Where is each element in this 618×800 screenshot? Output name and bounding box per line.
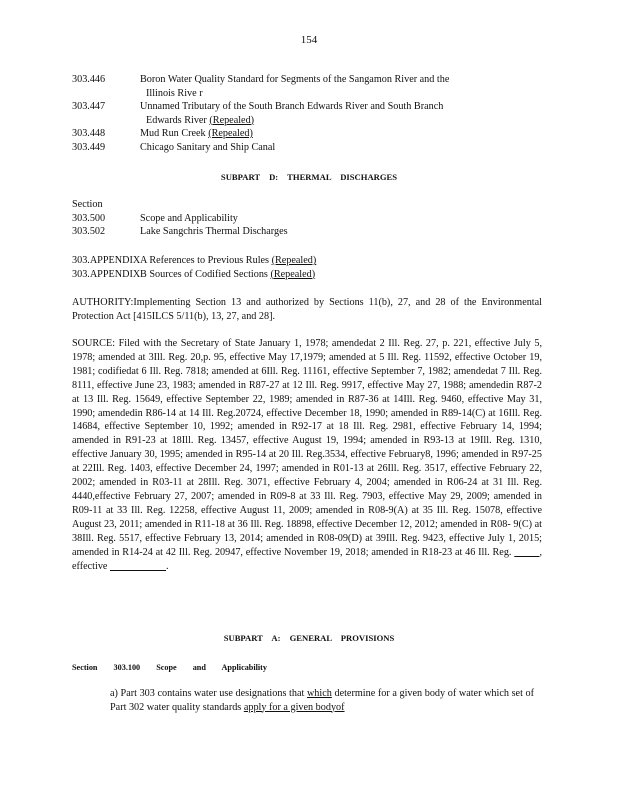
page-number: 154 xyxy=(300,34,318,46)
subpart-d-heading: SUBPART D: THERMAL DISCHARGES xyxy=(220,172,398,182)
repealed-mark: (Repealed) xyxy=(271,255,317,266)
toc-entry: 303.448 Mud Run Creek (Repealed) xyxy=(72,128,253,139)
repealed-mark: (Repealed) xyxy=(208,128,253,139)
appendix-entry: 303.APPENDIX A References to Previous Rules (Repealed) xyxy=(72,255,317,266)
toc-entry: 303.502 Lake Sangchris Thermal Discharges xyxy=(72,226,288,237)
authority-note: AUTHORITY:Implementing Section 13 and authorized by Sections 11(b), 27, and 28 of the Environmental Protection Act [415ILCS 5/11(b), 13, 27, and 28]. xyxy=(72,297,542,322)
section-label: Section xyxy=(72,199,103,210)
toc-entry: 303.449 Chicago Sanitary and Ship Canal xyxy=(72,141,276,153)
blank-reg-number xyxy=(514,547,539,558)
blank-effective-date xyxy=(110,561,166,572)
source-note: SOURCE: Filed with the Secretary of State January 1, 1978; amendedat 2 Ill. Reg. 27, p. 221, effective July 5, 1978; amended at 3Ill. Reg. 20,p. 95, effective May 17,1979; amended at 5 Ill. Reg. 11592, effective October 19, 1981; codifiedat 6 Ill. Reg. 7818; amended at 6Ill. Reg. 11161, effective September 7, 1982; amendedat 7 Ill. Reg. 8111, effective June 23, 1983; amended in R87-27 at 12 Ill. Reg. 9917, effective May 27, 1988; amendedin R87-2 at 13 Ill. Reg. 15649, effective September 22, 1989; amended in R87-36 at 14Ill. Reg. 9460, effective May 31, 1990; amendedin R86-14 at 14 Ill. Reg.20724, effective December 18, 1990; amended in R89-14(C) at 16Ill. Reg. 14684, effective September 10, 1992; amended in R92-17 at 18 Ill. Reg. 2981, effective February 14, 1994; amended in R91-23 at 18Ill. Reg. 13457, effective August 19, 1994; amended in R93-13 at 19Ill. Reg. 1310, effective January 30, 1995; amended in R95-14 at 20 Ill. Reg.3534, effective February8, 1996; amended in R97-25 at 22Ill. Reg. 1403, effective December 24, 1997; amended in R01-13 at 26Ill. Reg. 3517, effective February 22, 2002; amended in R03-11 at 28Ill. Reg. 3071, effective February 4, 2004; amended in R06-24 at 31 Ill. Reg. 4440,effective February 27, 2007; amended in R09-8 at 33 Ill. Reg. 7903, effective May 29, 2009; amended in R09-11 at 33 Ill. Reg. 12258, effective August 11, 2009; amended in R08-9(A) at 35 Ill. Reg. 15078, effective August 23, 2011; amended in R11-18 at 36 Ill. Reg. 18898, effective December 12, 2012; amended in R08- 9(C) at 38Ill. Reg. 5517, effective February 13, 2014; amended in R08-09(D) at 39Ill. Reg. 9423, effective July 1, 2015; amended in R14-24 at 42 Ill. Reg. 20947, effective November 19, 2018; amended in R18-23 at 46 Ill. Reg. , effective . xyxy=(72,338,543,572)
paragraph-a: a) Part 303 contains water use designations that which determine for a given body of water which set of Part 302 water quality standards apply for a given bodyof xyxy=(110,688,535,713)
toc-entry: 303.446 Boron Water Quality Standard for Segments of the Sangamon River and the Illinois Rive r xyxy=(72,74,450,99)
subpart-a-heading: SUBPART A: GENERAL PROVISIONS xyxy=(223,633,395,643)
appendix-list xyxy=(72,254,542,281)
section-heading: Section 303.100 Scope and Applicability xyxy=(72,663,267,672)
repealed-mark: (Repealed) xyxy=(270,268,316,280)
appendix-entry: 303.APPENDIX B Sources of Codified Sections (Repealed) xyxy=(72,268,316,280)
toc-entry: 303.447 Unnamed Tributary of the South Branch Edwards River and South Branch Edwards River (Repealed) xyxy=(72,101,444,126)
toc-entry: 303.500 Scope and Applicability xyxy=(72,212,238,224)
toc-part-2 xyxy=(72,198,542,239)
repealed-mark: (Repealed) xyxy=(209,114,255,126)
toc-part-1 xyxy=(72,73,542,154)
